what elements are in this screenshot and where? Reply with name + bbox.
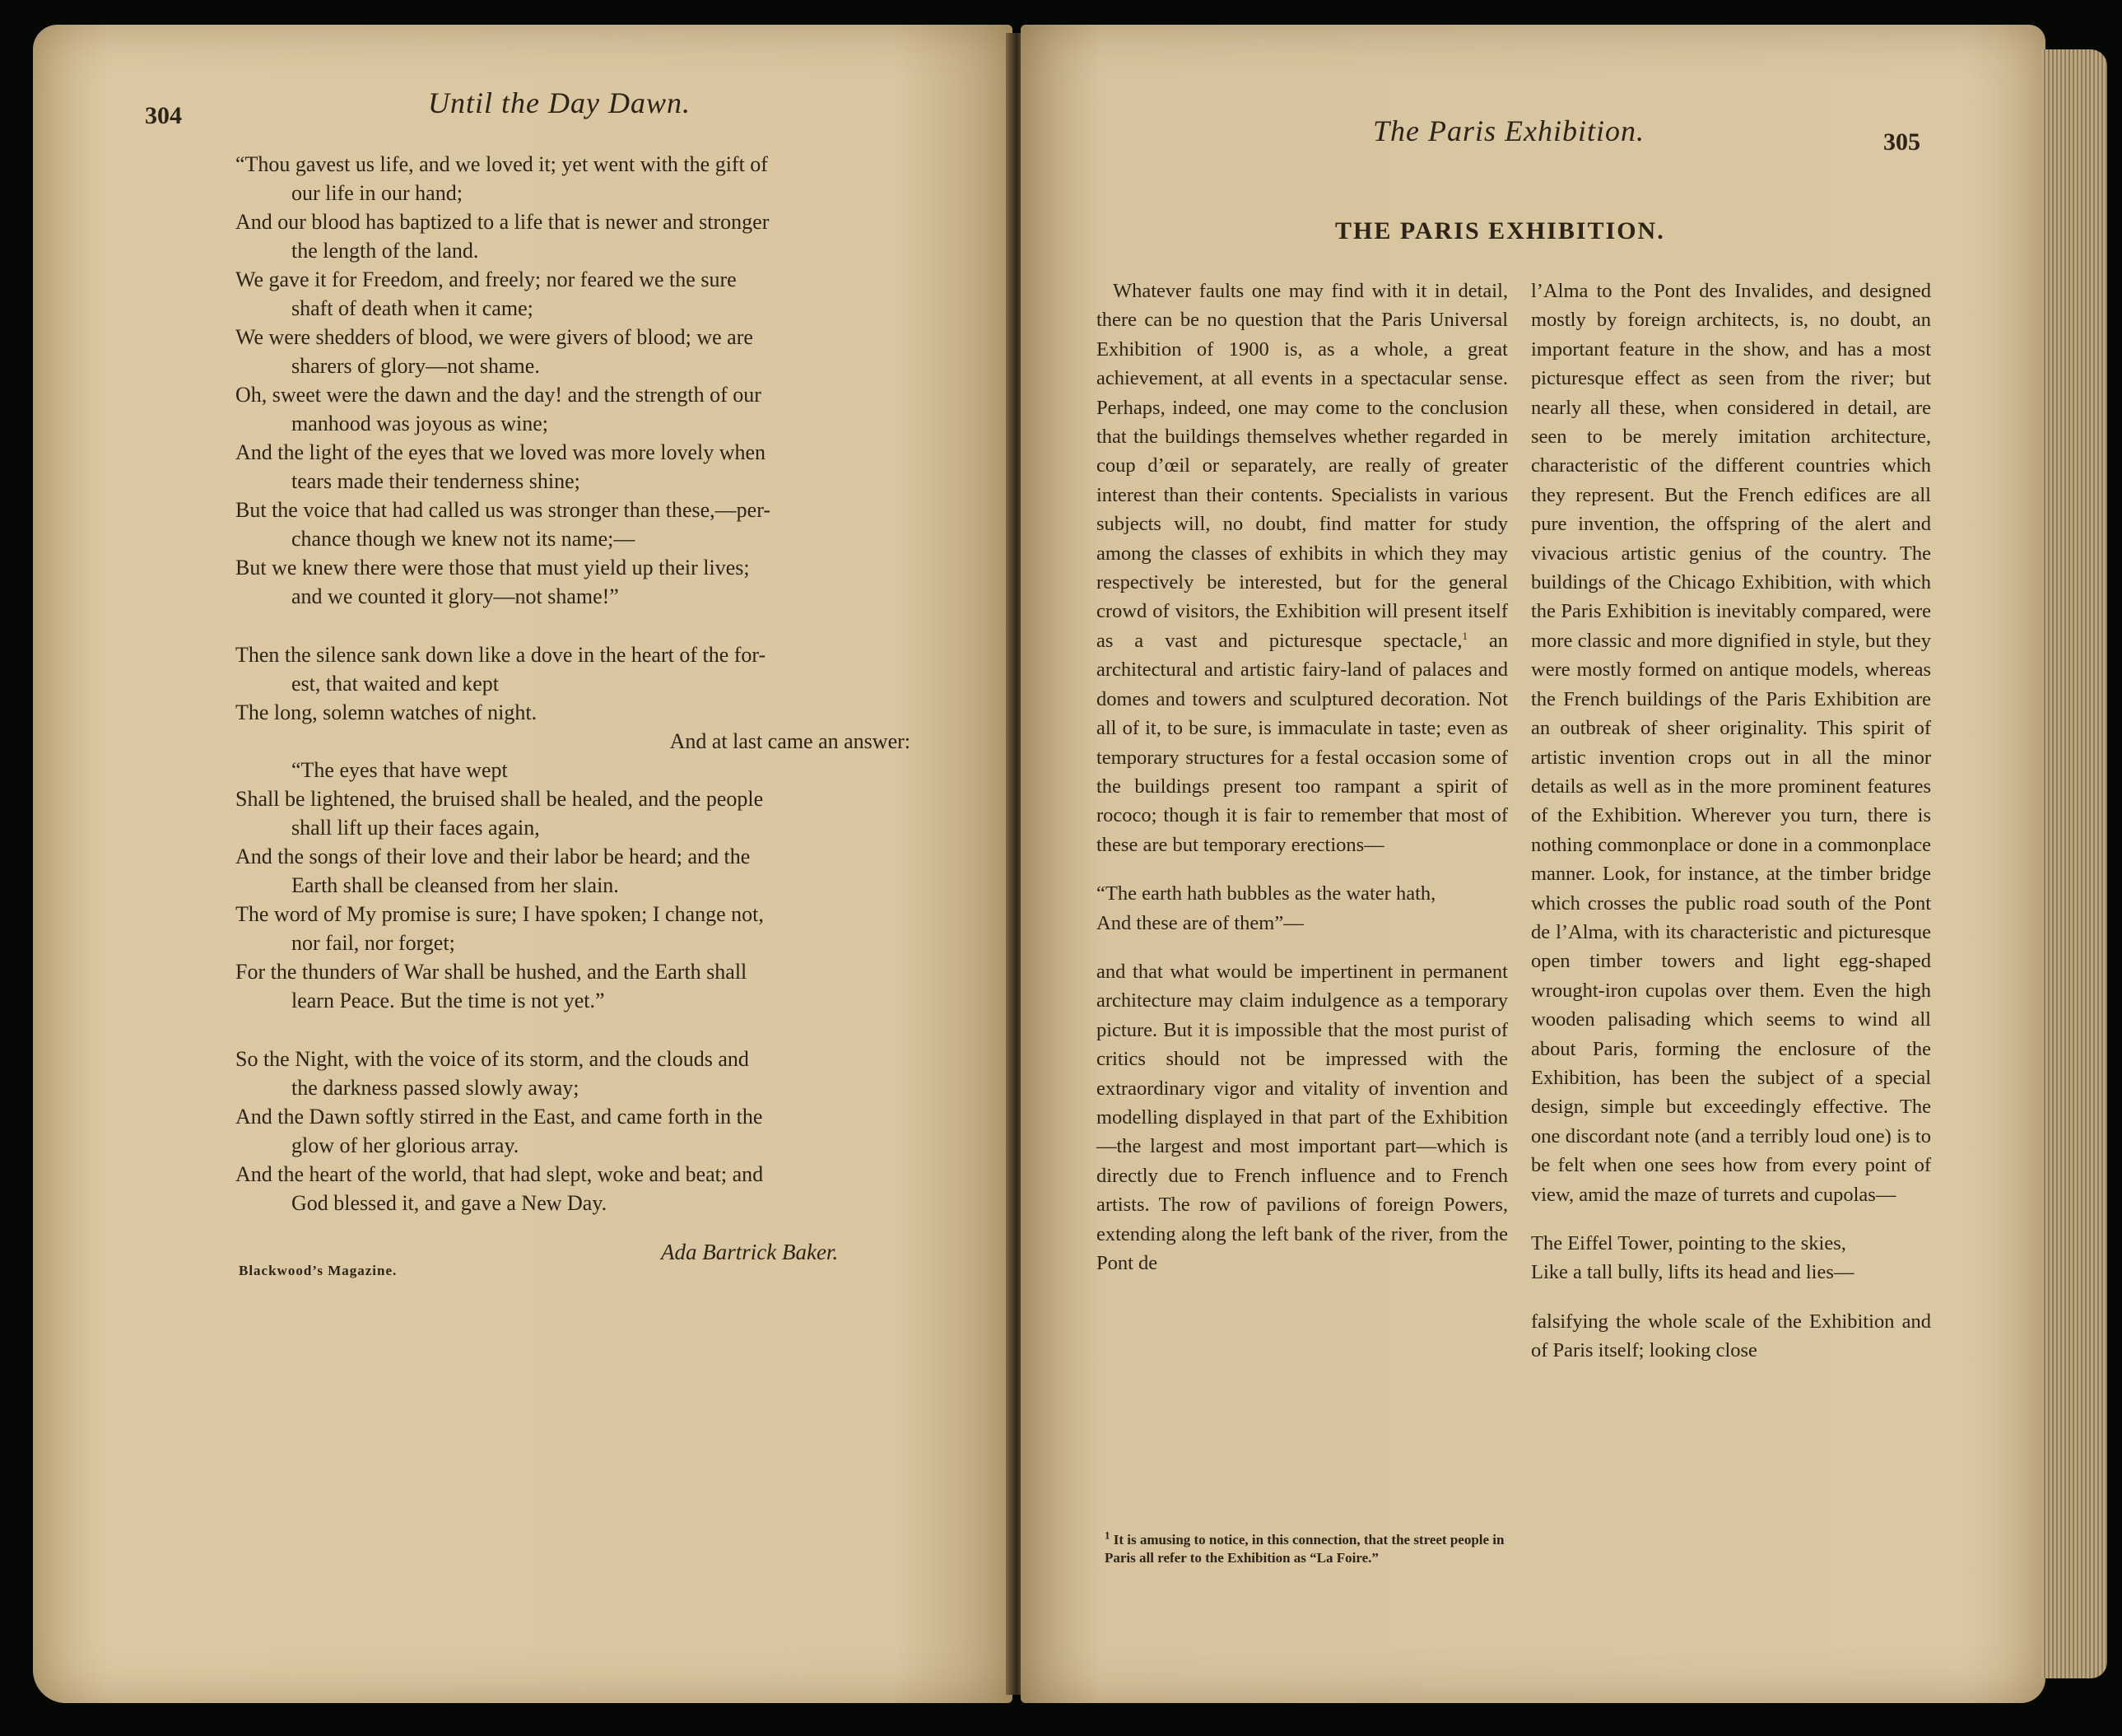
answer-line: And at last came an answer: [669,729,910,753]
poem-line: We were shedders of blood, we were givers of blood; we are [235,325,753,349]
poem-source: Blackwood’s Magazine. [239,1263,398,1278]
poem-line-continuation: glow of her glorious array. [291,1133,519,1157]
poem-line: Then the silence sank down like a dove in the heart of the for- [235,643,766,667]
poem-line: And the light of the eyes that we loved was more lovely when [235,440,766,464]
poem-block [235,150,910,1217]
poem-line-continuation: God blessed it, and gave a New Day. [291,1191,607,1215]
article-paragraph-1: Whatever faults one may find with it in detail, there can be no question that the Paris Universal Exhibition of 1900 is, as a whole, a great achievement, at all events in a spectacular sense. Perhaps, indeed, one may come to the conclusion that the buildings themselves whether regarded in coup d’œil or separately, are really of greater interest than their contents. Specialists in various subjects will, no doubt, find matter for study among the classes of exhibits in which they may respectively be interested, but for the general crowd of visitors, the Exhibition will present itself as a vast and picturesque spectacle,$^1$ an architectural and artistic fairy-land of palaces and domes and towers and sculptured decoration. Not all of it, to be sure, is immaculate in taste; even as temporary structures for a festal occasion some of the buildings present too rampant a spirit of rococo; though it is fair to remember that most of these are but temporary erections— [1096,280,1508,856]
poem-line: Oh, sweet were the dawn and the day! and the strength of our [235,383,761,407]
footnote-reference: 1 [1462,629,1468,642]
poem-stanza-3 [235,1045,910,1217]
poem-line: The long, solemn watches of night. [235,700,537,724]
poem-line-continuation: shall lift up their faces again, [291,816,540,840]
poem-line-continuation: shaft of death when it came; [291,296,533,320]
poem-stanza-2-intro [235,640,910,727]
poem-line-continuation: est, that waited and kept [291,672,499,696]
left-page-number: 304 [145,102,182,129]
poem-line: “Thou gavest us life, and we loved it; yet went with the gift of [235,152,768,176]
poem-line-continuation: nor fail, nor forget; [291,931,455,955]
poem-line: We gave it for Freedom, and freely; nor feared we the sure [235,268,737,291]
poem-stanza-1 [235,150,910,611]
poem-line-continuation: chance though we knew not its name;— [291,527,635,551]
answer-quote-start: “The eyes that have wept [291,758,508,782]
article-column-2 [1531,277,1931,1366]
poem-line-continuation: sharers of glory—not shame. [291,354,540,378]
poem-line: But the voice that had called us was stronger than these,—per- [235,498,770,522]
article-paragraph-4: falsifying the whole scale of the Exhibition and of Paris itself; looking close [1531,1310,1931,1362]
article-column-1 [1096,277,1508,1278]
poem-line-continuation: learn Peace. But the time is not yet.” [291,989,605,1012]
poem-line-continuation: Earth shall be cleansed from her slain. [291,873,619,897]
poem-line-continuation: the length of the land. [291,239,479,263]
poem-line: But we knew there were those that must yield up their lives; [235,556,750,579]
article-paragraph-2: and that what would be impertinent in permanent architecture may claim indulgence as a temporary picture. But it is impossible that the most purist of critics should not be impressed with the extraordinary vigor and vitality of invention and modelling displayed in that part of the Exhibition—the largest and most important part—which is directly due to French influence and to French artists. The row of pavilions of foreign Powers, extending along the left bank of the river, from the Pont de [1096,960,1508,1274]
poem-line-continuation: tears made their tenderness shine; [291,469,580,493]
quote-line: The Eiffel Tower, pointing to the skies, [1531,1232,1846,1254]
right-running-head: The Paris Exhibition. [1373,114,1645,147]
left-running-head: Until the Day Dawn. [428,86,691,119]
right-page-number: 305 [1883,128,1920,156]
quote-line: And these are of them”— [1096,911,1304,934]
poem-line-continuation: our life in our hand; [291,181,463,205]
page-edges [2041,49,2107,1678]
poem-line: And the songs of their love and their labor be heard; and the [235,845,751,868]
poem-line: For the thunders of War shall be hushed, and the Earth shall [235,960,747,984]
poem-line: And our blood has baptized to a life that is newer and stronger [235,210,770,234]
poem-line: And the heart of the world, that had slept, woke and beat; and [235,1162,764,1186]
article-paragraph-3: l’Alma to the Pont des Invalides, and designed mostly by foreign architects, is, no doubt, an important feature in the show, and has a most picturesque effect as seen from the river; but nearly all these, when considered in detail, are seen to be merely imitation architecture, characteristic of the different countries which they represent. But the French edifices are all pure invention, the offspring of the alert and vivacious artistic genius of the country. The buildings of the Chicago Exhibition, with which the Paris Exhibition is inevitably compared, were more classic and more dignified in style, but they were mostly formed on antique models, whereas the French buildings of the Paris Exhibition are an outbreak of sheer originality. This spirit of artistic invention crops out in all the minor details as well as in the more prominent features of the Exhibition. Wherever you turn, there is nothing commonplace or done in a commonplace manner. Look, for instance, at the timber bridge which crosses the public road south of the Pont de l’Alma, with its characteristic and picturesque open timber towers and light egg-shaped wrought-iron cupolas over them. Even the high wooden palisading which seems to wind all about Paris, forming the enclosure of the Exhibition, has been the subject of a special design, simple but exceedingly effective. The one discordant note (and a terribly loud one) is to be felt when one sees how from every point of view, amid the maze of turrets and cupolas— [1531,280,1931,1206]
quote-line: Like a tall bully, lifts its head and lies— [1531,1261,1854,1284]
poem-line: Shall be lightened, the bruised shall be healed, and the people [235,787,764,811]
shakespeare-quote [1096,879,1508,938]
poem-line-continuation: the darkness passed slowly away; [291,1076,579,1100]
poem-line-continuation: and we counted it glory—not shame!” [291,584,619,608]
poem-line: The word of My promise is sure; I have spoken; I change not, [235,902,764,926]
footnote: $^1$ It is amusing to notice, in this connection, that the street people in Paris all refer to the Exhibition as “La Foire.” [1105,1529,1505,1566]
poem-line: And the Dawn softly stirred in the East, and came forth in the [235,1105,763,1129]
poem-line-continuation: manhood was joyous as wine; [291,412,548,435]
quote-line: “The earth hath bubbles as the water hath, [1096,882,1436,905]
poem-line: So the Night, with the voice of its storm, and the clouds and [235,1047,749,1071]
article-title: THE PARIS EXHIBITION. [1335,217,1665,244]
eiffel-tower-quote [1531,1229,1931,1287]
poem-author: Ada Bartrick Baker. [661,1240,839,1264]
poem-stanza-2-rest [235,784,910,1015]
